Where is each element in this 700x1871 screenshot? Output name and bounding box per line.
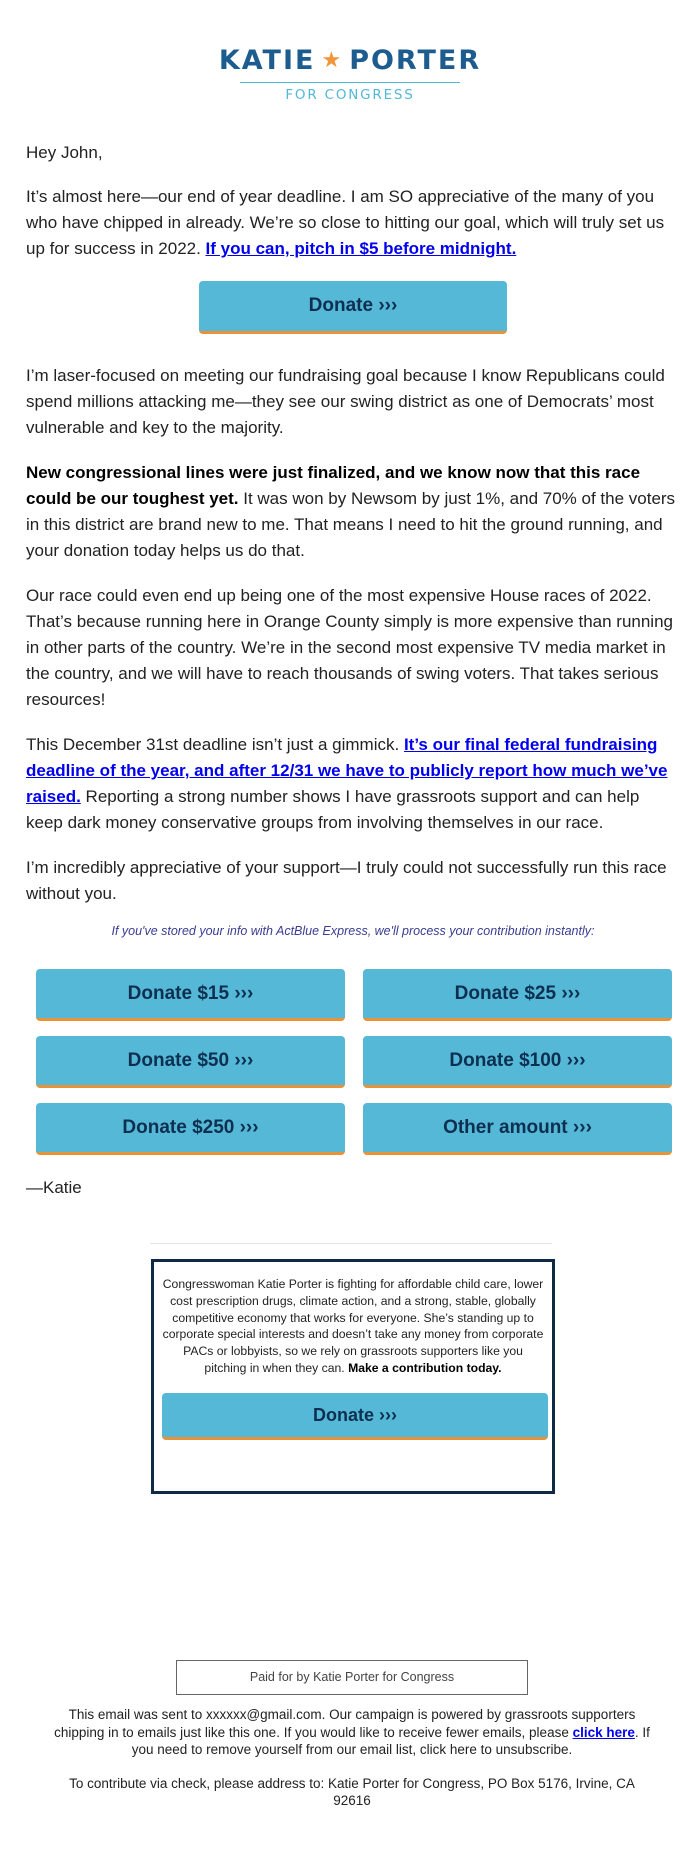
logo-rule (240, 82, 460, 83)
paragraph-appreciation: I’m incredibly appreciative of your support—I truly could not successfully run this race without you. (26, 858, 667, 903)
campaign-logo (0, 46, 700, 104)
signoff: —Katie (26, 1178, 82, 1197)
logo-name (0, 46, 700, 78)
donate-25-button[interactable]: Donate $25 ››› (363, 969, 672, 1021)
footer (52, 1706, 652, 1826)
paragraph-gimmick (26, 732, 680, 836)
logo-subtitle: FOR CONGRESS (285, 87, 415, 103)
actblue-note: If you've stored your info with ActBlue Express, we'll process your contribution instantly: (111, 924, 595, 938)
fewer-emails-link[interactable]: click here (572, 1724, 635, 1740)
paragraph-gimmick-text-1: This December 31st deadline isn’t just a gimmick. (26, 735, 404, 754)
star-icon: ★ (321, 48, 344, 73)
paragraph-deadline (26, 184, 680, 262)
paragraph-goal: I’m laser-focused on meeting our fundraising goal because I know Republicans could spend millions attacking me—they see our swing district as one of Democrats’ most vulnerable and key to the majority. (26, 366, 665, 437)
about-text (162, 1276, 544, 1377)
paragraph-deadline-text: It’s almost here—our end of year deadline. I am SO appreciative of the many of you who have chipped in already. We’re so close to hitting our goal, which will truly set us up for success in 2022. (26, 187, 665, 258)
donate-50-button[interactable]: Donate $50 ››› (36, 1036, 345, 1088)
donation-amount-grid (36, 969, 672, 1155)
amount-row (36, 1036, 672, 1088)
paragraph-lines-text: It was won by Newsom by just 1%, and 70% of the voters in this district are brand new to me. That means I need to hit the ground running, and your donation today helps us do that. (26, 489, 676, 560)
amount-row (36, 969, 672, 1021)
other-amount-button[interactable]: Other amount ››› (363, 1103, 672, 1155)
paragraph-lines-bold: New congressional lines were just finalized, and we know now that this race could be our toughest yet. (26, 463, 641, 508)
box-donate-button[interactable]: Donate ››› (162, 1393, 548, 1440)
donate-250-button[interactable]: Donate $250 ››› (36, 1103, 345, 1155)
about-box (151, 1259, 555, 1494)
footer-check-address: To contribute via check, please address to: Katie Porter for Congress, PO Box 5176, Irvine, CA 92616 (69, 1775, 635, 1808)
logo-first-name: KATIE (218, 45, 316, 76)
footer-sent-text-2: . If you need to remove yourself from our email list, click here to unsubscribe. (131, 1724, 650, 1757)
donate-15-button[interactable]: Donate $15 ››› (36, 969, 345, 1021)
divider (150, 1243, 552, 1244)
paragraph-expensive: Our race could even end up being one of the most expensive House races of 2022. That’s because running here in Orange County simply is more expensive than running in other parts of the country. We’re in the second most expensive TV media market in the country, and we will have to reach thousands of swing voters. That takes serious resources! (26, 586, 673, 709)
email-body (26, 140, 680, 1199)
about-body: Congresswoman Katie Porter is fighting for affordable child care, lower cost prescription drugs, climate action, and a strong, stable, globally competitive economy that works for everyone. She’s standing up to corporate special interests and doesn’t take any money from corporate PACs or lobbyists, so we rely on grassroots supporters like you pitching in when they can. (162, 1277, 544, 1375)
donate-100-button[interactable]: Donate $100 ››› (363, 1036, 672, 1088)
greeting: Hey John, (26, 143, 103, 162)
about-bold: Make a contribution today. (348, 1360, 502, 1375)
paragraph-lines (26, 460, 680, 564)
footer-sent-notice (52, 1706, 652, 1759)
footer-sent-text-1: This email was sent to xxxxxx@gmail.com. Our campaign is powered by grassroots supporters chipping in to emails just like this one. If you would like to receive fewer emails, please (54, 1707, 636, 1740)
pitch-in-link[interactable]: If you can, pitch in $5 before midnight. (205, 239, 517, 258)
paragraph-gimmick-text-2: Reporting a strong number shows I have grassroots support and can help keep dark money conservative groups from involving themselves in our race. (26, 787, 640, 832)
cta-wrap (26, 281, 680, 334)
logo-last-name: PORTER (349, 45, 482, 76)
amount-row (36, 1103, 672, 1155)
paid-for-disclaimer: Paid for by Katie Porter for Congress (176, 1660, 528, 1695)
donate-button[interactable]: Donate ››› (199, 281, 507, 334)
deadline-link[interactable]: It’s our final federal fundraising deadline of the year, and after 12/31 we have to publicly report how much we’ve raised. (26, 735, 668, 806)
